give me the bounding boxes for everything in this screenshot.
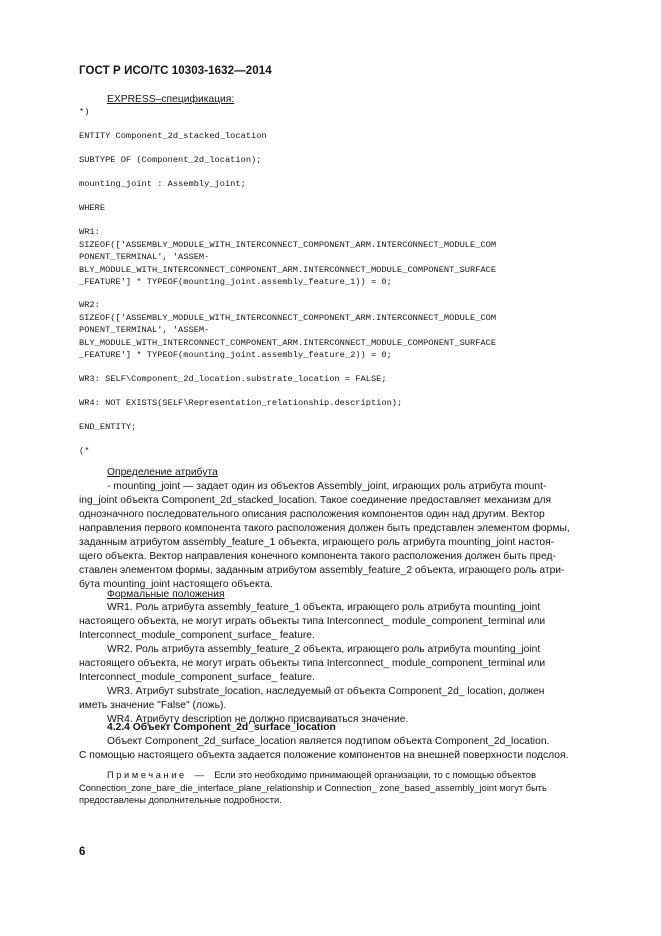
formal-propositions-heading: Формальные положения [107, 589, 225, 600]
text-line: WR4. Атрибуту description не должно присваиваться значение. [107, 714, 409, 725]
code-wr1 [79, 226, 496, 289]
text-line: ing_joint объекта Component_2d_stacked_location. Такое соединение предоставляет механизм для [79, 495, 552, 506]
code-line: WR2: [79, 300, 100, 310]
note-label: Примечание [107, 770, 187, 780]
code-entity: ENTITY Component_2d_stacked_location [79, 131, 267, 141]
code-line: BLY_MODULE_WITH_INTERCONNECT_COMPONENT_ARM.INTERCONNECT_MODULE_COMPONENT_SURFACE [79, 264, 497, 275]
page-number: 6 [79, 846, 86, 858]
text-line: С помощью настоящего объекта задается положение компонентов на внешней поверхности подслоя. [79, 750, 569, 761]
page-header-title: ГОСТ Р ИСО/ТС 10303-1632—2014 [79, 65, 272, 77]
text-line: ставлен элементом формы, заданным атрибутом assembly_feature_2 объекта, играющего роль атри- [79, 565, 565, 576]
text-line: иметь значение "False" (ложь). [79, 700, 227, 711]
code-close-comment: (* [79, 446, 90, 456]
attribute-definition-heading: Определение атрибута [107, 467, 218, 478]
text-line: Interconnect_module_component_surface_ feature. [79, 672, 315, 683]
text-line: Interconnect_module_component_surface_ feature. [79, 630, 315, 641]
text-line: Объект Component_2d_surface_location является подтипом объекта Component_2d_location. [107, 736, 550, 747]
code-wr4: WR4: NOT EXISTS(SELF\Representation_relationship.description); [79, 398, 403, 408]
code-wr2 [79, 299, 496, 362]
text-line: WR1. Роль атрибута assembly_feature_1 объекта, играющего роль атрибута mounting_joint [107, 602, 541, 613]
note-dash: — [194, 770, 204, 780]
note-line-1 [79, 769, 615, 782]
text-line: WR3. Атрибут substrate_location, наследуемый от объекта Component_2d_ location, должен [107, 686, 545, 697]
section-text [79, 735, 615, 763]
note-text: Если это необходимо принимающей организации, то с помощью объектов [214, 770, 537, 780]
code-line: SIZEOF(['ASSEMBLY_MODULE_WITH_INTERCONNECT_COMPONENT_ARM.INTERCONNECT_MODULE_COM [79, 239, 497, 250]
text-line: заданным атрибутом assembly_feature_1 объекта, играющего роль атрибута mounting_joint настоя- [79, 537, 555, 548]
code-line: PONENT_TERMINAL', 'ASSEM- [79, 325, 210, 336]
text-line: настоящего объекта, не могут играть объекты типа Interconnect_ module_component_terminal или [79, 658, 546, 669]
code-line: SIZEOF(['ASSEMBLY_MODULE_WITH_INTERCONNECT_COMPONENT_ARM.INTERCONNECT_MODULE_COM [79, 312, 497, 323]
express-spec-heading: EXPRESS–спецификация: [107, 94, 235, 105]
text-line: - mounting_joint — задает один из объектов Assembly_joint, играющих роль атрибута mount- [107, 481, 547, 492]
code-attribute: mounting_joint : Assembly_joint; [79, 179, 246, 189]
code-line: _FEATURE'] * TYPEOF(mounting_joint.assembly_feature_2)) = 0; [79, 350, 392, 361]
text-line: Connection_zone_bare_die_interface_plane_relationship и Connection_ zone_based_assembly_joint могут быть [79, 782, 547, 793]
formal-propositions-text [79, 601, 615, 727]
code-end-entity: END_ENTITY; [79, 422, 137, 432]
text-line: WR2. Роль атрибута assembly_feature_2 объекта, играющего роль атрибута mounting_joint [107, 644, 541, 655]
attribute-definition-text [79, 480, 615, 592]
text-line: однозначного последовательного описания расположения компонентов один над другим. Вектор [79, 509, 545, 520]
code-line: WR1: [79, 227, 100, 237]
code-open-comment: *) [79, 107, 90, 117]
code-line: BLY_MODULE_WITH_INTERCONNECT_COMPONENT_ARM.INTERCONNECT_MODULE_COMPONENT_SURFACE [79, 337, 497, 348]
text-line: настоящего объекта, не могут играть объекты типа Interconnect_ module_component_terminal или [79, 616, 546, 627]
code-subtype: SUBTYPE OF (Component_2d_location); [79, 155, 262, 165]
note-block [79, 769, 615, 807]
section-heading: 4.2.4 Объект Component_2d_surface_location [107, 722, 336, 733]
code-line: PONENT_TERMINAL', 'ASSEM- [79, 252, 210, 263]
text-line: бута mounting_joint настоящего объекта. [79, 579, 273, 590]
text-line: щего объекта. Вектор направления конечного компонента такого расположения должен быть пред- [79, 551, 556, 562]
code-where: WHERE [79, 203, 106, 213]
text-line: предоставлены дополнительные подробности. [79, 795, 282, 806]
code-wr3: WR3: SELF\Component_2d_location.substrate_location = FALSE; [79, 374, 387, 384]
text-line: направления первого компонента такого расположения должен быть представлен элементом формы, [79, 523, 570, 534]
code-line: _FEATURE'] * TYPEOF(mounting_joint.assembly_feature_1)) = 0; [79, 277, 392, 288]
